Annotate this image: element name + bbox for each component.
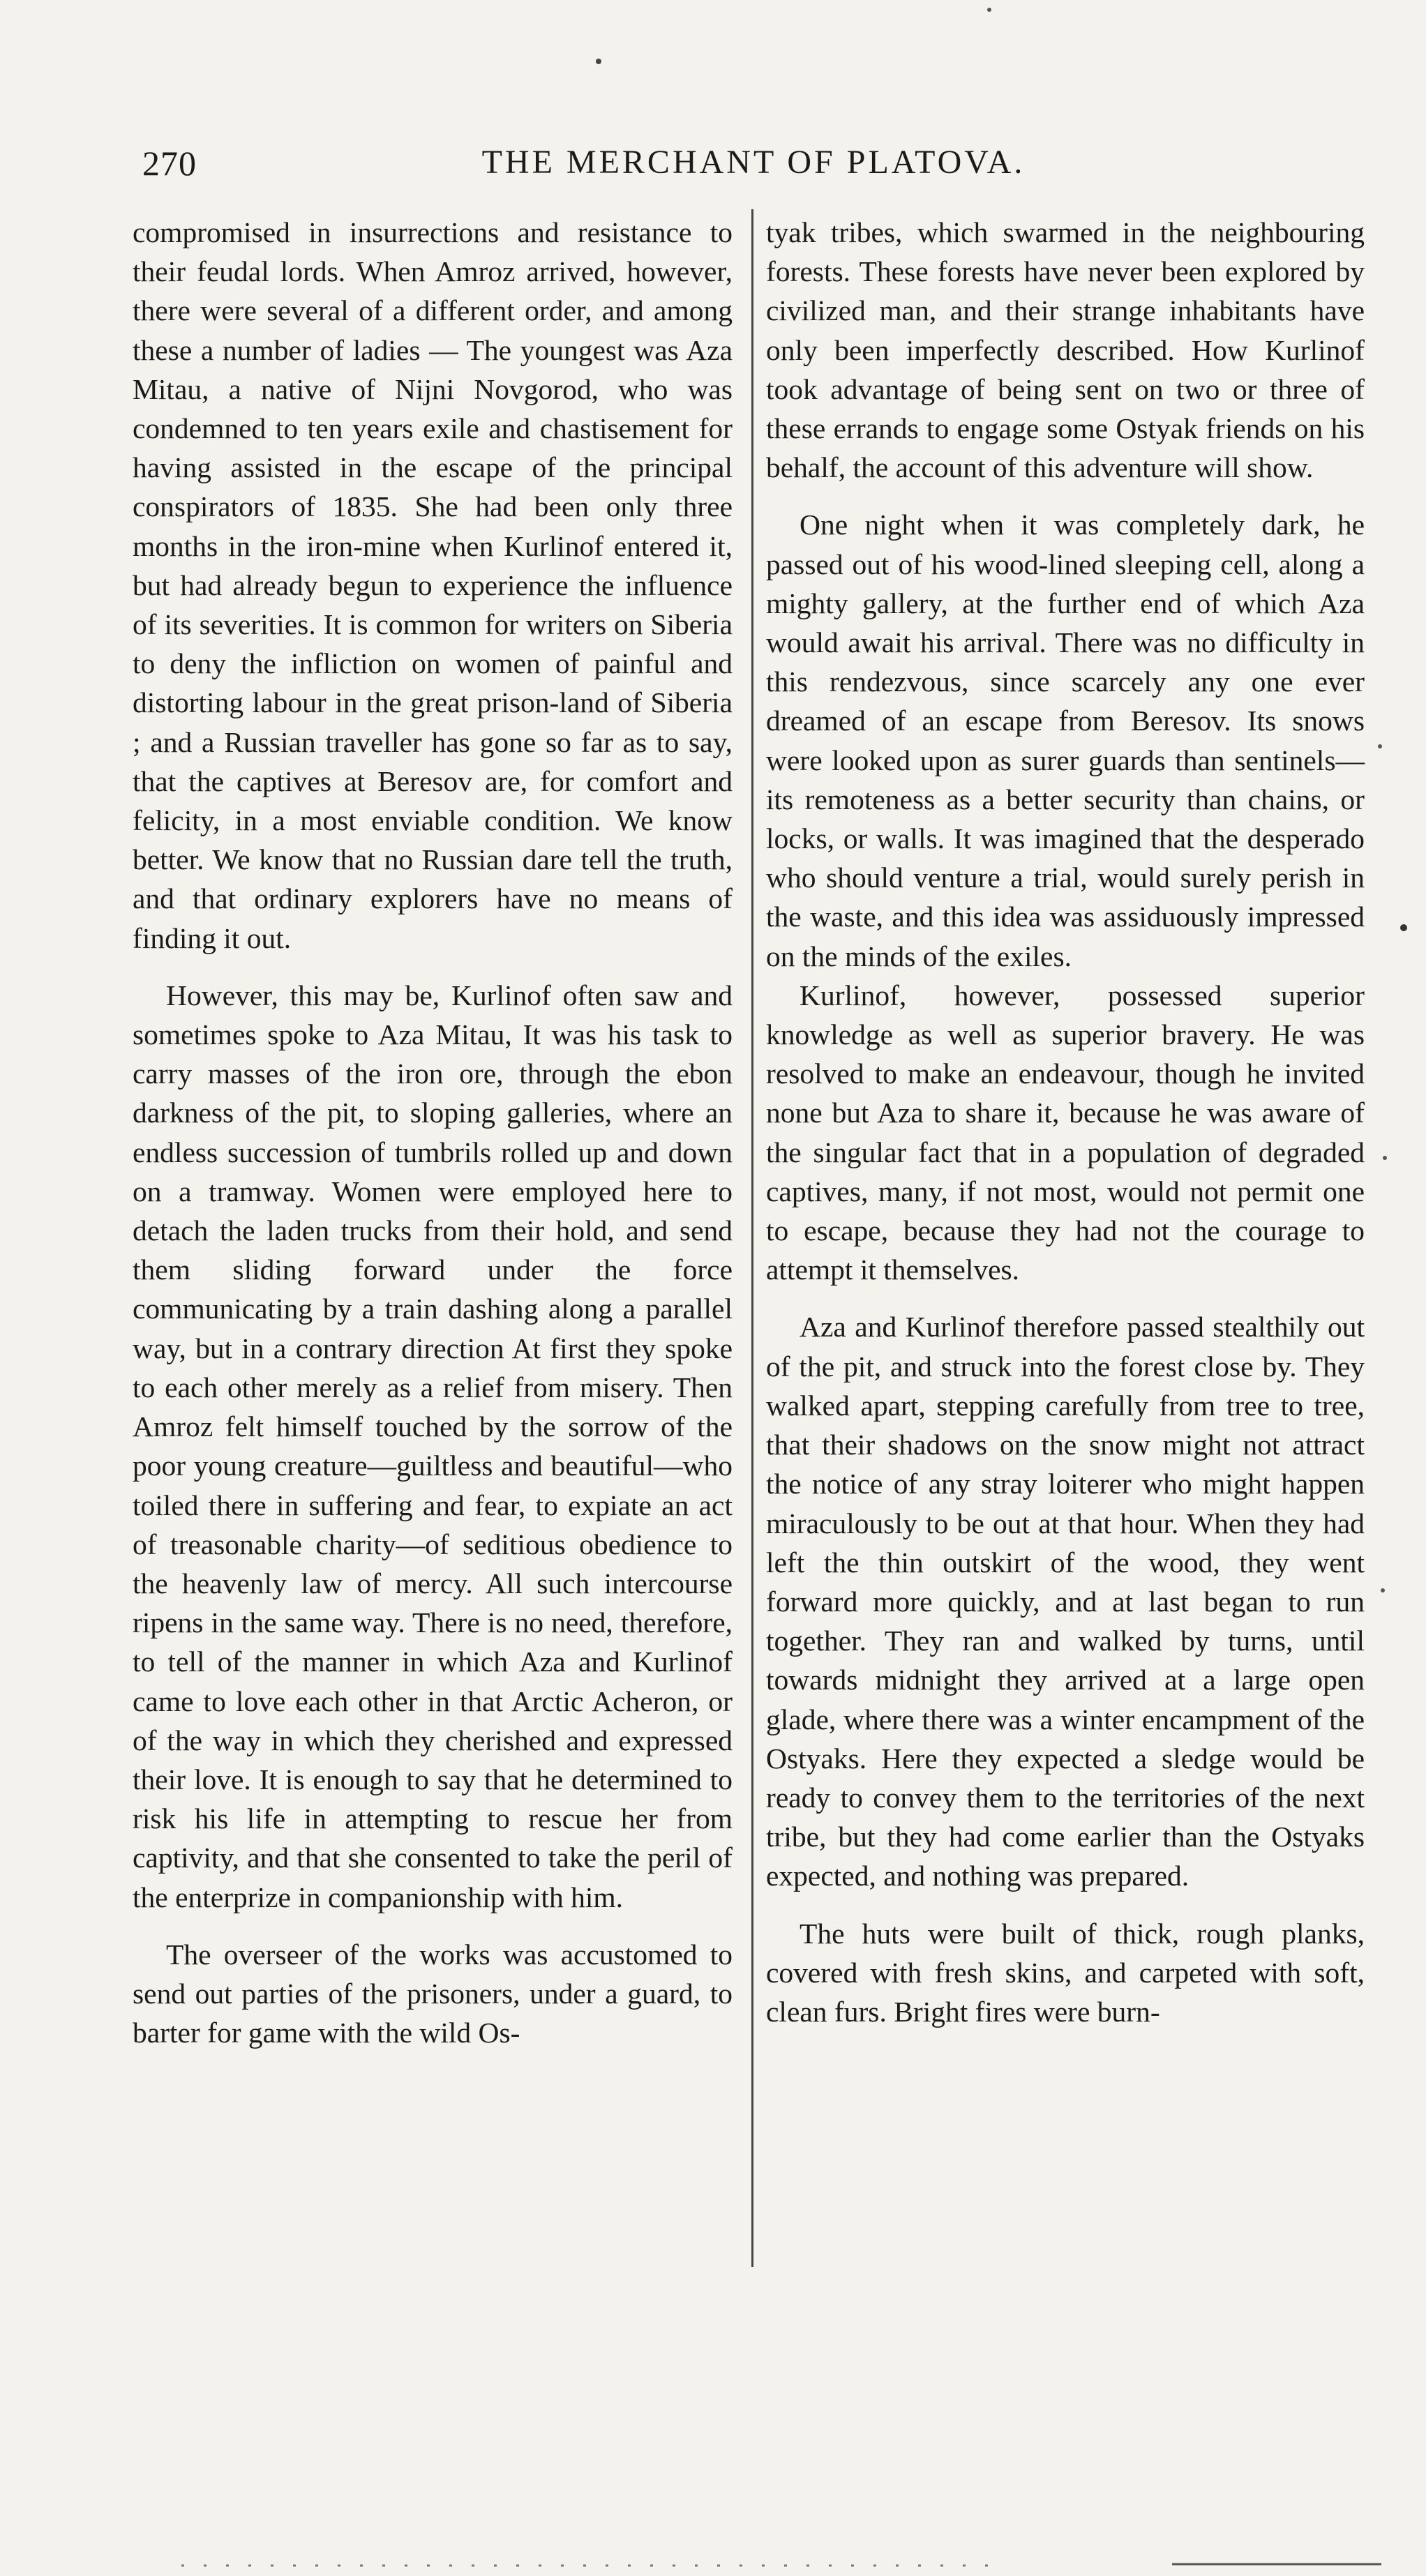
left-column — [133, 213, 733, 2052]
left-paragraph-3: The overseer of the works was accustomed to send out parties of the prisoners, under a guard, to barter for game with the wild Os- — [133, 1938, 733, 2049]
right-column — [766, 213, 1365, 2031]
left-paragraph-1: compromised in insurrections and resistance to their feudal lords. When Amroz arrived, however, there were several of a different order, and among these a number of ladies — The youngest was Aza Mitau, a native of Nijni Novgorod, who was condemned to ten years exile and chastisement for having assisted in the escape of the principal conspirators of 1835. She had been only three months in the iron-mine when Kurlinof entered it, but had already begun to experience the influence of its severities. It is common for writers on Siberia to deny the infliction on women of painful and distorting labour in the great prison-land of Siberia ; and a Russian traveller has gone so far as to say, that the captives at Beresov are, for comfort and felicity, in a most enviable condition. We know better. We know that no Russian dare tell the truth, and that ordinary explorers have no means of finding it out. — [133, 216, 733, 954]
left-paragraph-2: However, this may be, Kurlinof often saw and sometimes spoke to Aza Mitau, It was his task to carry masses of the iron ore, through the ebon darkness of the pit, to sloping galleries, where an endless succession of tumbrils rolled up and down on a tramway. Women were employed here to detach the laden trucks from their hold, and send them sliding forward under the force communicating by a train dashing along a parallel way, but in a contrary direction At first they spoke to each other merely as a relief from misery. Then Amroz felt himself touched by the sorrow of the poor young creature—guiltless and beautiful—who toiled there in suffering and fear, to expiate an act of treasonable charity—of seditious obedience to the heavenly law of mercy. All such intercourse ripens in the same way. There is no need, therefore, to tell of the manner in which Aza and Kurlinof came to love each other in that Arctic Acheron, or of the way in which they cherished and expressed their love. It is enough to say that he determined to risk his life in attempting to rescue her from captivity, and that she consented to take the peril of the enterprize in companionship with him. — [133, 979, 733, 1913]
page-number: 270 — [142, 144, 197, 183]
column-divider — [751, 209, 753, 2267]
right-paragraph-3: Kurlinof, however, possessed superior knowledge as well as superior bravery. He was resolved to make an endeavour, though he invited none but Aza to share it, because he was aware of the singular fact that in a population of degraded captives, many, if not most, would not permit one to escape, because they had not the courage to attempt it themselves. — [766, 979, 1365, 1286]
right-paragraph-1: tyak tribes, which swarmed in the neighbouring forests. These forests have never been explored by civilized man, and their strange inhabitants have only been imperfectly described. How Kurlinof took advantage of being sent on two or three of these errands to engage some Ostyak friends on his behalf, the account of this adventure will show. — [766, 216, 1365, 484]
running-title: THE MERCHANT OF PLATOVA. — [481, 144, 1026, 181]
right-paragraph-2: One night when it was completely dark, he passed out of his wood-lined sleeping cell, along a mighty gallery, at the further end of which Aza would await his arrival. There was no difficulty in this rendezvous, since scarcely any one ever dreamed of an escape from Beresov. Its snows were looked upon as surer guards than sentinels—its remoteness as a better security than chains, or locks, or walls. It was imagined that the desperado who should venture a trial, would surely perish in the waste, and this idea was assiduously impressed on the minds of the exiles. — [766, 509, 1365, 972]
right-paragraph-5: The huts were built of thick, rough planks, covered with fresh skins, and carpeted with soft, clean furs. Bright fires were burn- — [766, 1917, 1365, 2028]
page-header — [133, 143, 1374, 185]
right-paragraph-4: Aza and Kurlinof therefore passed stealthily out of the pit, and struck into the forest close by. They walked apart, stepping carefully from tree to tree, that their shadows on the snow might not attract the notice of any stray loiterer who might happen miraculously to be out at that hour. When they had left the thin outskirt of the wood, they went forward more quickly, and at last began to run together. They ran and walked by turns, until towards midnight they arrived at a large open glade, where there was a winter encampment of the Ostyaks. Here they expected a sledge would be ready to convey them to the territories of the next tribe, but they had come earlier than the Ostyaks expected, and nothing was prepared. — [766, 1311, 1365, 1892]
